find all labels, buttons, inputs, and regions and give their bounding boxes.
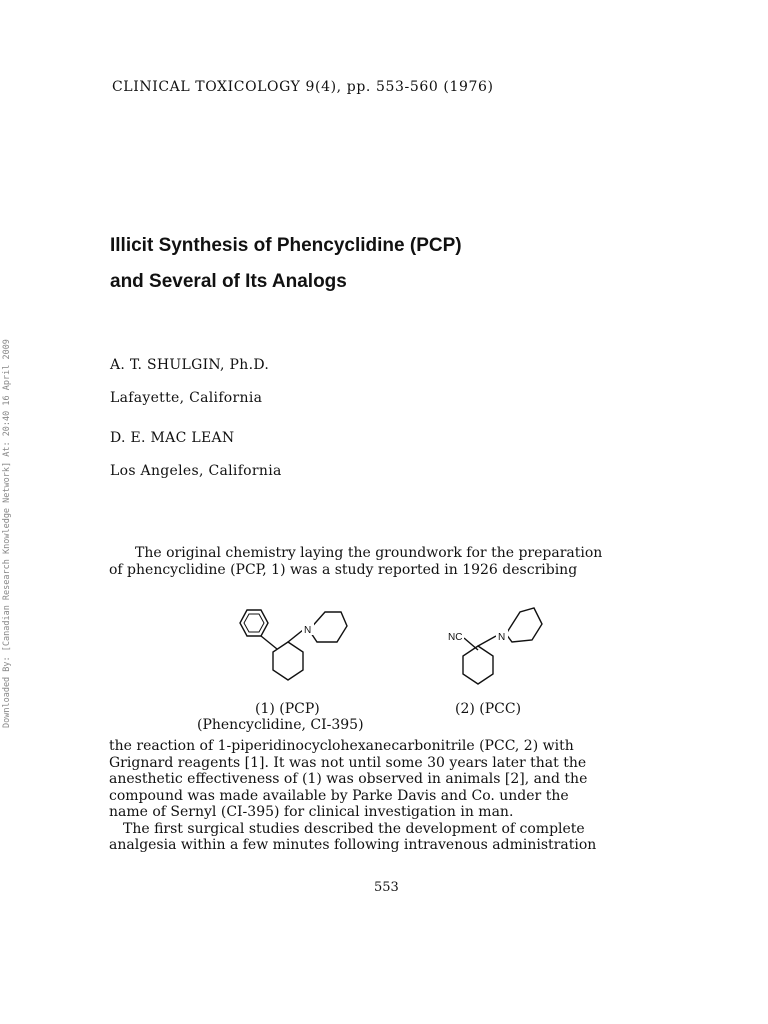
pcp-structure — [225, 598, 355, 694]
paragraph-intro — [109, 545, 669, 578]
piperidine-ring — [309, 612, 347, 642]
nitrogen-atom: N — [304, 625, 312, 636]
figure-1-caption: (1) (PCP) — [255, 701, 320, 717]
nitrile-group-label: NC — [448, 632, 463, 643]
paragraph-body — [109, 738, 669, 854]
running-head: CLINICAL TOXICOLOGY 9(4), pp. 553-560 (1976) — [112, 79, 494, 95]
nitrogen-atom: N — [498, 632, 506, 643]
text-line: name of Sernyl (CI-395) for clinical investigation in man. — [109, 804, 514, 820]
author-2-location: Los Angeles, California — [110, 463, 282, 479]
cyclohexane-ring — [273, 642, 303, 680]
text-line: compound was made available by Parke Davis and Co. under the — [109, 787, 569, 804]
piperidine-ring — [506, 608, 542, 642]
text-line: the reaction of 1-piperidinocyclohexanecarbonitrile (PCC, 2) with — [109, 738, 574, 754]
author-1-name: A. T. SHULGIN, Ph.D. — [110, 357, 270, 373]
page-number: 553 — [374, 880, 399, 895]
author-1-location: Lafayette, California — [110, 390, 263, 406]
text-line: Grignard reagents [1]. It was not until some 30 years later that the — [109, 754, 587, 771]
author-2-name: D. E. MAC LEAN — [110, 430, 235, 446]
article-title-line-2: and Several of Its Analogs — [110, 271, 347, 292]
download-watermark: Downloaded By: [Canadian Research Knowledge Network] At: 20:40 16 April 2009 — [2, 339, 12, 728]
text-line: anesthetic effectiveness of (1) was observed in animals [2], and the — [109, 771, 588, 787]
pcc-structure — [440, 598, 560, 694]
text-line: The original chemistry laying the groundwork for the preparation — [135, 545, 603, 561]
text-line: analgesia within a few minutes following intravenous administration — [109, 837, 597, 853]
figure-2-caption: (2) (PCC) — [455, 701, 522, 717]
figure-1-subcaption: (Phencyclidine, CI-395) — [197, 717, 364, 733]
article-title-line-1: Illicit Synthesis of Phencyclidine (PCP) — [110, 235, 462, 256]
text-line: The first surgical studies described the development of complete — [123, 820, 585, 837]
cyclohexane-ring — [463, 646, 493, 684]
text-line: of phencyclidine (PCP, 1) was a study reported in 1926 describing — [109, 561, 578, 578]
